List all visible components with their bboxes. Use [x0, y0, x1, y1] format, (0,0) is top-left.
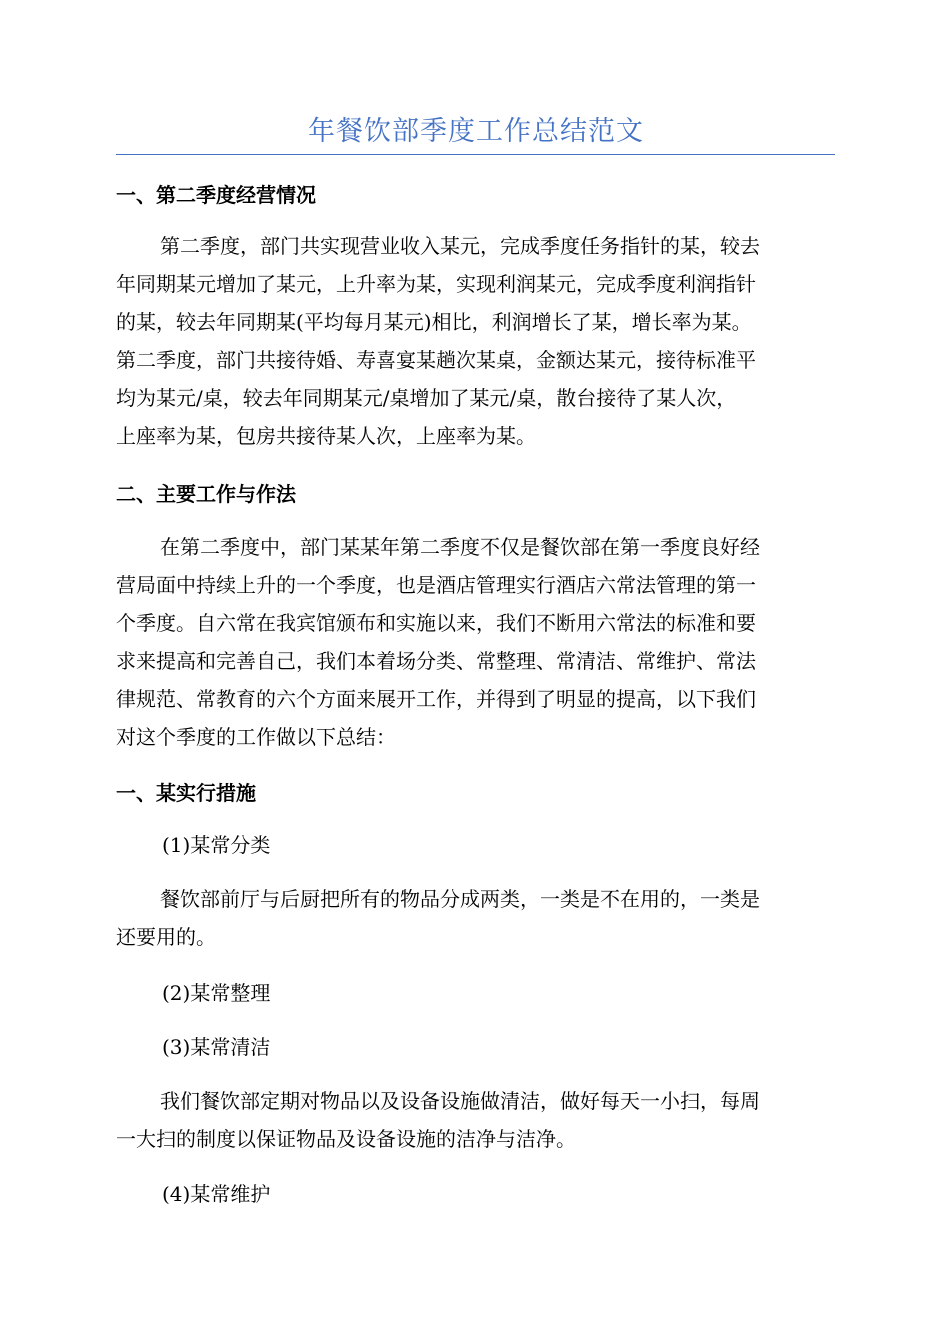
paragraph-clean — [116, 1082, 836, 1158]
list-item-classify: (1)某常分类 — [162, 833, 271, 857]
paragraph-line: 求来提高和完善自己，我们本着场分类、常整理、常清洁、常维护、常法 — [116, 649, 756, 673]
paragraph-line: 上座率为某，包房共接待某人次，上座率为某。 — [116, 424, 536, 448]
paragraph-line: 餐饮部前厅与后厨把所有的物品分成两类，一类是不在用的，一类是 — [160, 887, 760, 911]
list-item-organize: (2)某常整理 — [162, 981, 271, 1005]
list-item-maintain: (4)某常维护 — [162, 1182, 271, 1206]
list-item-clean: (3)某常清洁 — [162, 1035, 271, 1059]
section-heading-main-work: 二、主要工作与作法 — [116, 482, 296, 506]
section-heading-operations: 一、第二季度经营情况 — [116, 183, 316, 207]
paragraph-line: 第二季度，部门共实现营业收入某元，完成季度任务指针的某，较去 — [160, 234, 760, 258]
paragraph-line: 年同期某元增加了某元，上升率为某，实现利润某元，完成季度利润指针 — [116, 272, 756, 296]
paragraph-line: 的某，较去年同期某(平均每月某元)相比，利润增长了某，增长率为某。 — [116, 310, 752, 334]
title-underline — [116, 154, 835, 155]
paragraph-line: 还要用的。 — [116, 925, 216, 949]
document-title: 年餐饮部季度工作总结范文 — [308, 116, 644, 147]
paragraph-classify — [116, 880, 836, 956]
paragraph-line: 律规范、常教育的六个方面来展开工作，并得到了明显的提高，以下我们 — [116, 687, 756, 711]
paragraph-line: 个季度。自六常在我宾馆颁布和实施以来，我们不断用六常法的标准和要 — [116, 611, 756, 635]
paragraph-line: 我们餐饮部定期对物品以及设备设施做清洁，做好每天一小扫，每周 — [160, 1089, 760, 1113]
section-heading-measures: 一、某实行措施 — [116, 781, 256, 805]
paragraph-line: 营局面中持续上升的一个季度，也是酒店管理实行酒店六常法管理的第一 — [116, 573, 756, 597]
paragraph-line: 均为某元/桌，较去年同期某元/桌增加了某元/桌，散台接待了某人次， — [116, 386, 737, 410]
paragraph-line: 一大扫的制度以保证物品及设备设施的洁净与洁净。 — [116, 1127, 576, 1151]
paragraph-line: 对这个季度的工作做以下总结： — [116, 725, 396, 749]
paragraph-operations — [116, 227, 836, 455]
paragraph-main-work — [116, 528, 836, 756]
paragraph-line: 在第二季度中，部门某某年第二季度不仅是餐饮部在第一季度良好经 — [160, 535, 760, 559]
paragraph-line: 第二季度，部门共接待婚、寿喜宴某趟次某桌，金额达某元，接待标准平 — [116, 348, 756, 372]
